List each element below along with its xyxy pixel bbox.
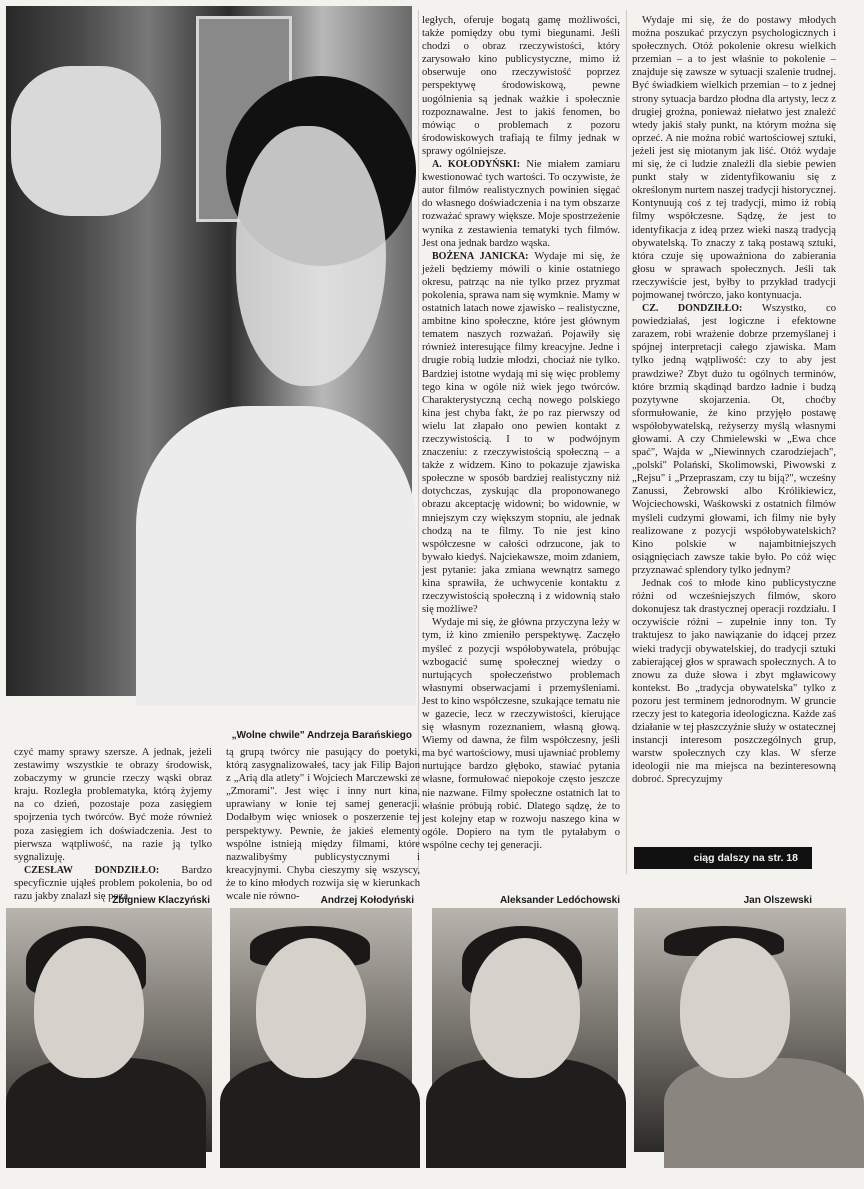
paragraph: tą grupą twórcy nie pasujący do poetyki, którą zasygnalizowałeś, tacy jak Filip Bajon z „Arią dla atlety" i Wojciech Marczewski ze „Zmorami". Jest więc i inny nurt kina, uprawiany w łonie tej samej generacji. Dodałbym więc wniosek o poszerzenie tej perspektywy. Pewnie, że jakieś elementy wspólne istnieją między filmami, które nazwalibyśmy publicystycznymi i kreacyjnymi. Chyba cieszymy się wszyscy, że to kino młodych rozwija się w kierunkach wcale nie równo- [226, 747, 420, 903]
photo-hand-shape [11, 66, 161, 216]
portrait-head-shape [256, 938, 366, 1078]
portrait-photo [6, 908, 212, 1152]
portrait-name: Andrzej Kołodyński [320, 895, 414, 906]
portrait-photo [230, 908, 412, 1152]
portrait-head-shape [34, 938, 144, 1078]
portrait-photo [634, 908, 846, 1152]
portrait-name: Zbigniew Klaczyński [112, 895, 210, 906]
paragraph: Wydaje mi się, że do postawy młodych można poszukać przyczyn psychologicznych i społecznych. Otóż pokolenie okresu wielkich przemian – a to jest właśnie to pokolenie – znajduje się zawsze w sytuacji szalenie trudnej. Być świadkiem wielkich przemian – to z jednej strony sytuacja bardzo płodna dla artysty, lecz z drugiej groźna, ponieważ niełatwo jest znaleźć wtedy jakiś stały punkt, na którym można się oprzeć. A nie można robić wartościowej sztuki, jeżeli jest się miotanym jak liść. Otóż wydaje mi się, że ci ludzie znaleźli dla siebie pewien punkt stały w zidentyfikowaniu się z określonym nurtem naszej tradycji historycznej. Kontynuują coś z tej tradycji, mimo iż robią filmy współczesne. Sądzę, że jest to identyfikacja z ideą przez wieki naszą tradycją obywatelską. To znaczy z taką postawą sztuki, która czuje się upoważniona do zabierania głosu w sprawach społecznych. Jeśli tak rzeczywiście jest, byłby to przykład tradycji pojmowanej twórczo, jako kontynuacja. [632, 15, 836, 301]
continued-banner: ciąg dalszy na str. 18 [634, 847, 812, 869]
paragraph: BOŻENA JANICKA: Wydaje mi się, że jeżeli będziemy mówili o kinie ostatniego okresu, patrząc na nie tylko przez pryzmat pokolenia, sprawa nam się wymknie. Mamy w ostatnich latach nowe zjawisko – realistyczne, ambitne kino społeczne, które jest głównym tematem naszych rozważań. Pojawiły się również interesujące filmy kreacyjne. Jedne i drugie robią ludzie młodzi, chociaż nie tylko. Bardziej istotne wydają mi się więc problemy tego kina w ogóle niż wiek jego twórców. Charakterystyczną cechą nowego polskiego kina jest chyba fakt, że po raz pierwszy od wielu lat złapało ono pewien kontakt z rzeczywistością. I to w podwójnym znaczeniu: z rzeczywistością społeczną – a także z widzem. Kino to pokazuje zjawiska społeczne w sposób bardziej realistyczny niż dotychczas, zyskując dla proponowanego obrazu akceptację widowni; bo widownie, w mniejszym czy większym stopniu, ale jednak chodzą na te filmy. To nie jest kino współczesne w całości odrzucone, jak to bywało kiedyś. Najciekawsze, moim zdaniem, jest pytanie: jaka zmiana wewnątrz samego kina sprawiła, że uchwycenie kontaktu z rzeczywistością społeczną i z widownią stało się możliwe? [422, 250, 620, 616]
column-separator [418, 10, 419, 874]
text-column-2 [632, 14, 836, 840]
text-column-1 [422, 14, 620, 876]
photo-shoulder-shape [136, 406, 416, 706]
paragraph: Jednak coś to młode kino publicystyczne różni od wcześniejszych filmów, skoro dokonujesz tak drastycznej operacji rozdziału. I oczywiście różni – zupełnie inny ton. Ty traktujesz to jako nawiązanie do idącej przez wieki tradycji obywatelskiej, do tradycji sztuki zabierającej głos w sprawach społecznych. A to znowu za duże słowa i zbyt mgławicowy kontekst. Bo „tradycja obywatelska" tylko z pozoru jest terminem jednorodnym. W gruncie rzeczy jest to kategoria ideologiczna. Każde zaś działanie w tej płaszczyźnie służy w ostatecznej instancji interesom poszczególnych grup, warstw społecznych czy klas. W sferze ideologii nie ma miejsca na bezinteresowną dobroć. Sprecyzujmy [632, 578, 836, 786]
speaker-name: CZESŁAW DONDZIŁŁO: [24, 864, 160, 876]
portrait-head-shape [680, 938, 790, 1078]
photo-face-shape [236, 126, 386, 386]
paragraph: A. KOŁODYŃSKI: Nie miałem zamiaru kwestionować tych wartości. To oczywiste, że autor filmów realistycznych powinien sięgać do własnego doświadczenia i na tym obszarze rozważać sprawy większe. Moje spostrzeżenie wynika z zestawienia tematyki tych filmów. Jest ona jednak bardzo wąska. [422, 159, 620, 249]
paragraph: CZESŁAW DONDZIŁŁO: Bardzo specyficznie ująłeś problem pokolenia, bo od razu jakby znalazł się poza [14, 864, 212, 903]
paragraph: CZ. DONDZIŁŁO: Wszystko, co powiedziałaś, jest logiczne i efektowne zarazem, robi wrażenie dobrze przemyślanej i spójnej interpretacji całego zjawiska. Mam tylko jedną wątpliwość: czy to aby jest prawdziwe? Zbyt dużo tu ogólnych terminów, które brzmią skądinąd bardzo ładnie i budzą pozytywne skojarzenia. Ot, choćby sformułowanie, że kino przyjęło postawę współobywatelską, reżyserzy myślą własnymi głowami. A czy Chmielewski w „Ewa chce spać", Wajda w „Niewinnych czarodziejach", „polski" Polański, Skolimowski, Piwowski z „Rejsu" i „Przepraszam, czy tu biją?", wcześny Zanussi, Żebrowski albo Królikiewicz, Wojciechowski, Waśkowski z ostatnich filmów myśleli cudzymi głowami, ich filmy nie były realizowane z pozycji współobywatelskich? Kino polskie w najambitniejszych osiągnięciach zawsze takie było. Po cóż więc przyznawać splendory tylko jednym? [632, 303, 836, 576]
portrait-name: Jan Olszewski [743, 895, 812, 906]
portrait-name: Aleksander Ledóchowski [499, 895, 620, 906]
column-separator [626, 10, 627, 874]
paragraph: ległych, oferuje bogatą gamę możliwości, także pomiędzy obu tymi biegunami. Jeśli chodzi o obraz rzeczywistości, który zarysowało kino publicystyczne, mimo iż obserwuje ono rzeczywistość poprzez perspektywę środowiskową, pewne uogólnienia są jednak ważkie i społecznie rozpoznawalne. Jest to jakiś fenomen, bo mówiąc o problemach z pozoru środowiskowych trafiają te filmy jednak w sprawy ogólniejsze. [422, 15, 620, 157]
speaker-name: CZ. DONDZIŁŁO: [642, 303, 743, 315]
portrait-head-shape [470, 938, 580, 1078]
paragraph: czyć mamy sprawy szersze. A jednak, jeżeli zestawimy wszystkie te obrazy środowisk, zobaczymy w gruncie rzeczy wąski obraz kraju. Rozległa problematyka, którą żyjemy na co dzień, pozostaje poza zasięgiem spojrzenia tych twórców. Być może również poza zasięgiem ich doświadczenia. Jest to pierwsza wątpliwość, na razie ją tylko sygnalizuję. [14, 747, 212, 863]
main-photo-caption: „Wolne chwile" Andrzeja Barańskiego [231, 730, 412, 741]
speaker-name: A. KOŁODYŃSKI: [432, 159, 521, 171]
main-photo [6, 6, 412, 696]
paragraph: Wydaje mi się, że główna przyczyna leży w tym, iż kino zmieniło perspektywę. Zaczęło myśleć z pozycji współobywatela, próbując wzbogacić sumę społecznej wiedzy o nurtujących społeczeństwo problemach własnymi obserwacjami i przemyśleniami. Jest to kino współczesne, szukające tematu nie w gazecie, lecz w rzeczywistości, kierujące się własnym rozeznaniem, własną głową. Wiemy od dawna, że film współczesny, jeśli ma być wartościowy, musi ujawniać problemy nurtujące bardzo głęboko, stawiać pytania własne, formułować niepokoje często jeszcze nie nazwane. Filmy społeczne ostatnich lat to właśnie próbują robić. Dlatego sądzę, że to jest kolejny etap w rozwoju naszego kina w ogóle. Dopiero na tym tle pytałabym o wspólne cechy tej generacji. [422, 617, 620, 851]
speaker-name: BOŻENA JANICKA: [432, 250, 529, 262]
portrait-photo [432, 908, 618, 1152]
portrait-body-shape [664, 1058, 864, 1168]
